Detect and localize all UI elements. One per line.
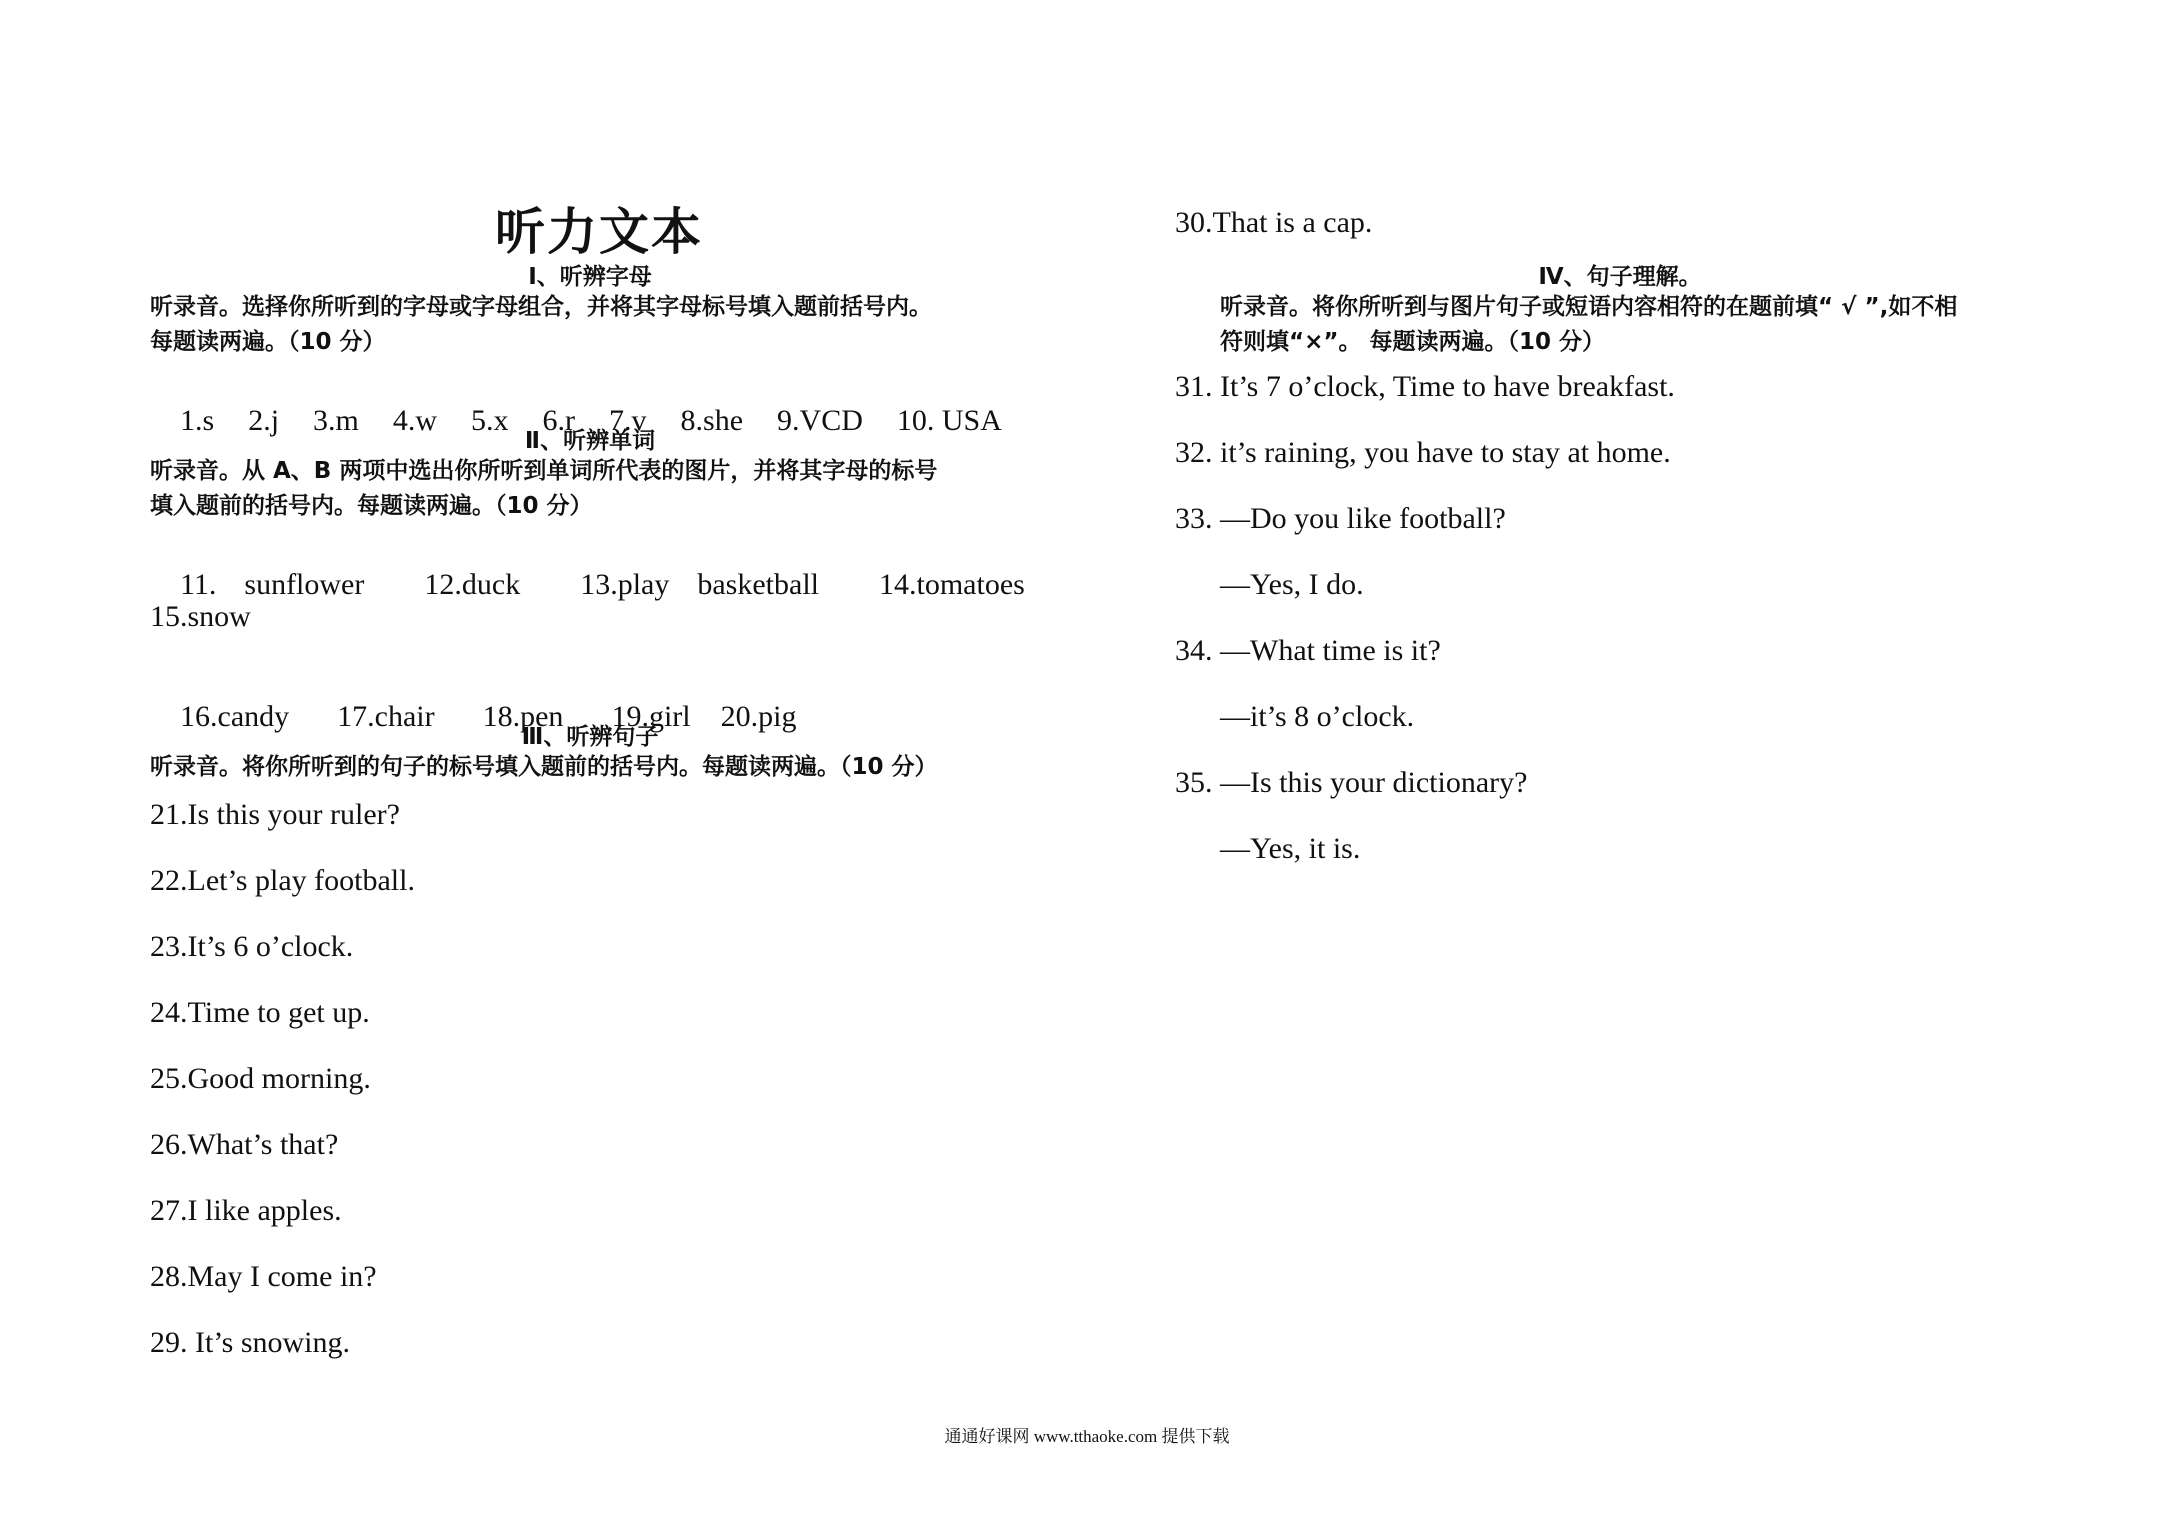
item: 9.VCD <box>777 404 863 437</box>
sentence-item: 22.Let’s play football. <box>150 864 415 897</box>
comprehension-reply: —Yes, it is. <box>1220 832 1361 865</box>
instruction-line: 填入题前的括号内。每题读两遍。（10 分） <box>150 493 593 519</box>
item: 16.candy <box>180 700 290 733</box>
item: 13.play <box>580 568 670 601</box>
item: 3.m <box>313 404 359 437</box>
item: sunflower <box>244 568 365 601</box>
instruction-line: 听录音。将你所听到与图片句子或短语内容相符的在题前填“ √ ”,如不相 <box>1220 294 1958 320</box>
item: 11. <box>180 568 217 601</box>
sentence-item: 30.That is a cap. <box>1175 206 1373 239</box>
section-2-row-1 <box>150 534 1025 636</box>
item: 19.girl <box>611 700 691 733</box>
item: 1.s <box>180 404 215 437</box>
item: 6.r <box>542 404 576 437</box>
section-3-heading: Ⅲ、听辨句子 <box>521 724 659 750</box>
instruction-line: 听录音。选择你所听到的字母或字母组合，并将其字母标号填入题前括号内。 <box>150 294 932 320</box>
sentence-item: 29. It’s snowing. <box>150 1326 351 1359</box>
item: 17.chair <box>337 700 435 733</box>
section-4-heading: Ⅳ、句子理解。 <box>1538 264 1702 290</box>
item: basketball <box>697 568 819 601</box>
comprehension-item: 34. —What time is it? <box>1175 634 1441 667</box>
footer-credit: 通通好课网 www.tthaoke.com 提供下载 <box>944 1427 1230 1446</box>
section-2-instruction <box>150 454 937 524</box>
sentence-item: 28.May I come in? <box>150 1260 377 1293</box>
item: 8.she <box>680 404 744 437</box>
item: 2.j <box>248 404 280 437</box>
comprehension-reply: —it’s 8 o’clock. <box>1220 700 1415 733</box>
comprehension-item: 31. It’s 7 o’clock, Time to have breakfast. <box>1175 370 1675 403</box>
comprehension-item: 35. —Is this your dictionary? <box>1175 766 1528 799</box>
item: 7.v <box>609 404 647 437</box>
sentence-item: 25.Good morning. <box>150 1062 371 1095</box>
section-2-heading: Ⅱ、听辨单词 <box>524 428 656 454</box>
page-title: 听力文本 <box>495 203 703 261</box>
instruction-line: 每题读两遍。（10 分） <box>150 329 386 355</box>
section-2-row-2: 15.snow <box>150 600 251 633</box>
sentence-item: 26.What’s that? <box>150 1128 339 1161</box>
sentence-item: 27.I like apples. <box>150 1194 342 1227</box>
item: 4.w <box>392 404 438 437</box>
instruction-line: 听录音。从 A、B 两项中选出你所听到单词所代表的图片，并将其字母的标号 <box>150 458 938 484</box>
item: 5.x <box>471 404 509 437</box>
section-3-instruction: 听录音。将你所听到的句子的标号填入题前的括号内。每题读两遍。（10 分） <box>150 754 938 780</box>
sentence-item: 21.Is this your ruler? <box>150 798 400 831</box>
sentence-item: 24.Time to get up. <box>150 996 370 1029</box>
section-1-heading: Ⅰ、听辨字母 <box>528 264 652 290</box>
sentence-item: 23.It’s 6 o’clock. <box>150 930 354 963</box>
item: 18.pen <box>482 700 564 733</box>
comprehension-reply: —Yes, I do. <box>1220 568 1364 601</box>
item: 12.duck <box>424 568 521 601</box>
comprehension-item: 32. it’s raining, you have to stay at home. <box>1175 436 1671 469</box>
instruction-line: 符则填“×”。 每题读两遍。（10 分） <box>1220 329 1606 355</box>
comprehension-item: 33. —Do you like football? <box>1175 502 1506 535</box>
item: 10. USA <box>896 404 1002 437</box>
section-1-instruction <box>150 290 932 360</box>
item: 14.tomatoes <box>879 568 1025 601</box>
section-4-instruction <box>1220 290 1957 360</box>
item: 20.pig <box>720 700 797 733</box>
